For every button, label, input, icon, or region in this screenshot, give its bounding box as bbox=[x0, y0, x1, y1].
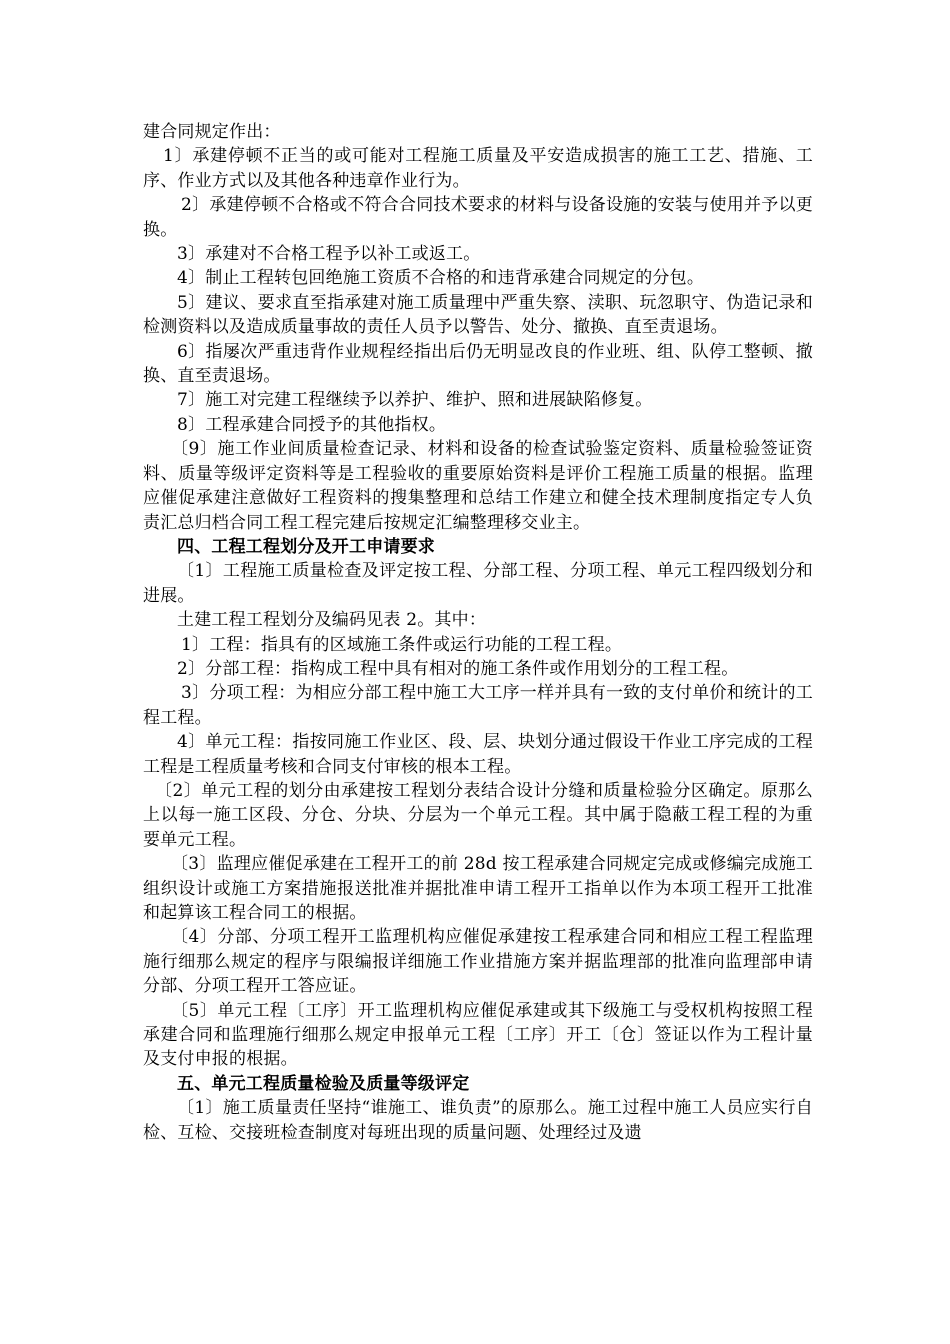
section-heading: 四、工程工程划分及开工申请要求 bbox=[177, 536, 435, 557]
document-body bbox=[143, 120, 813, 1145]
list-item: 2〕承建停顿不合格或不符合合同技术要求的材料与设备设施的安装与使用并予以更换。 bbox=[143, 195, 813, 240]
paragraph: 〔9〕施工作业间质量检查记录、材料和设备的检查试验鉴定资料、质量检验签证资料、质量等级评定资料等是工程验收的重要原始资料是评价工程施工质量的根据。监理应催促承建注意做好工程资料的搜集整理和总结工作建立和健全技术理制度指定专人负责汇总归档合同工程工程完建后按规定汇编整理移交业主。 bbox=[143, 439, 813, 533]
paragraph: 〔1〕施工质量责任坚持“谁施工、谁负责”的原那么。施工过程中施工人员应实行自检、互检、交接班检查制度对每班出现的质量问题、处理经过及遗 bbox=[143, 1098, 813, 1143]
list-item: 8〕工程承建合同授予的其他指权。 bbox=[177, 414, 447, 435]
paragraph: 〔2〕单元工程的划分由承建按工程划分表结合设计分缝和质量检验分区确定。原那么上以每一施工区段、分仓、分块、分层为一个单元工程。其中属于隐蔽工程工程的为重要单元工程。 bbox=[143, 780, 813, 850]
list-item: 1〕承建停顿不正当的或可能对工程施工质量及平安造成损害的施工工艺、措施、工序、作业方式以及其他各种违章作业行为。 bbox=[143, 146, 813, 191]
list-item: 7〕施工对完建工程继续予以养护、维护、照和进展缺陷修复。 bbox=[177, 390, 653, 411]
section-heading: 五、单元工程质量检验及质量等级评定 bbox=[177, 1073, 470, 1094]
list-item: 4〕制止工程转包回绝施工资质不合格的和违背承建合同规定的分包。 bbox=[177, 268, 705, 289]
paragraph: 〔4〕分部、分项工程开工监理机构应催促承建按工程承建合同和相应工程工程监理施行细那么规定的程序与限编报详细施工作业措施方案并据监理部的批准向监理部申请分部、分项工程开工答应证。 bbox=[143, 927, 813, 997]
list-item: 3〕分项工程：为相应分部工程中施工大工序一样并具有一致的支付单价和统计的工程工程。 bbox=[143, 683, 813, 728]
paragraph: 建合同规定作出： bbox=[143, 122, 281, 142]
paragraph: 〔3〕监理应催促承建在工程开工的前 28d 按工程承建合同规定完成或修编完成施工组织设计或施工方案措施报送批准并据批准申请工程开工指单以作为本项工程开工批准和起算该工程合同工的根据。 bbox=[143, 854, 813, 923]
paragraph: 〔5〕单元工程〔工序〕开工监理机构应催促承建或其下级施工与受权机构按照工程承建合同和监理施行细那么规定申报单元工程〔工序〕开工〔仓〕签证以作为工程计量及支付申报的根据。 bbox=[143, 1000, 813, 1070]
paragraph: 土建工程工程划分及编码见表 2。其中： bbox=[177, 610, 487, 631]
paragraph: 〔1〕工程施工质量检查及评定按工程、分部工程、分项工程、单元工程四级划分和进展。 bbox=[143, 561, 813, 606]
list-item: 1〕工程：指具有的区域施工条件或运行功能的工程工程。 bbox=[181, 634, 623, 655]
list-item: 5〕建议、要求直至指承建对施工质量理中严重失察、渎职、玩忽职守、伪造记录和检测资料以及造成质量事故的责任人员予以警告、处分、撤换、直至责退场。 bbox=[143, 292, 813, 338]
list-item: 2〕分部工程：指构成工程中具有相对的施工条件或作用划分的工程工程。 bbox=[177, 658, 739, 679]
list-item: 3〕承建对不合格工程予以补工或返工。 bbox=[177, 244, 481, 265]
list-item: 4〕单元工程：指按同施工作业区、段、层、块划分通过假设干作业工序完成的工程工程是工程质量考核和合同支付审核的根本工程。 bbox=[143, 732, 813, 777]
list-item: 6〕指屡次严重违背作业规程经指出后仍无明显改良的作业班、组、队停工整顿、撤换、直至责退场。 bbox=[143, 341, 813, 387]
